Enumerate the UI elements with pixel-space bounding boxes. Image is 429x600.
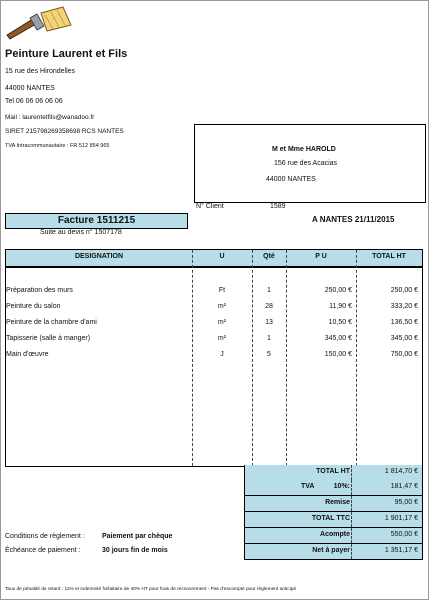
header-unit-price: P U [315, 253, 327, 260]
row-unit: Ft [218, 287, 226, 294]
tva-label: TVA 10%: [300, 483, 350, 490]
company-address: 15 rue des Hirondelles [5, 68, 76, 75]
row-quantity: 1 [267, 287, 271, 294]
row-total: 250,00 € [390, 287, 418, 294]
row-designation: Tapisserie (salle à manger) [6, 335, 91, 342]
row-total: 750,00 € [390, 351, 418, 358]
total-ht-value: 1 814,70 € [384, 468, 418, 475]
client-name: M et Mme HAROLD [272, 146, 336, 153]
total-ttc-value: 1 901,17 € [384, 515, 418, 522]
footer-legal-note: Taux de pénalité de retard : 11% et indemnité forfaitaire de 40% HT pour frais de recouvrement - Pas d'escompte pour règlement anticipé [5, 587, 297, 592]
row-quantity: 28 [265, 303, 273, 310]
net-a-payer-row [245, 544, 422, 560]
items-table [5, 249, 423, 467]
total-ttc-row [245, 512, 422, 528]
row-unit-price: 10,50 € [328, 319, 352, 326]
header-unit: U [219, 253, 225, 260]
column-divider [351, 544, 352, 559]
total-ht-label: TOTAL HT [316, 468, 350, 475]
totals-box [244, 465, 423, 560]
table-row [6, 301, 422, 313]
row-total: 136,50 € [390, 319, 418, 326]
row-unit: m² [217, 303, 227, 310]
acompte-value: 550,00 € [390, 531, 418, 538]
row-unit-price: 11,90 € [329, 303, 352, 310]
client-city: 44000 NANTES [266, 176, 316, 183]
net-a-payer-label: Net à payer [312, 547, 350, 554]
acompte-row [245, 528, 422, 544]
net-a-payer-value: 1 351,17 € [384, 547, 418, 554]
row-quantity: 1 [267, 335, 271, 342]
company-name: Peinture Laurent et Fils [5, 48, 128, 60]
header-designation: DESIGNATION [74, 253, 124, 260]
row-designation: Peinture du salon [6, 303, 61, 310]
row-total: 333,20 € [390, 303, 418, 310]
row-designation: Peinture de la chambre d'ami [6, 319, 97, 326]
company-tva: TVA Intracommunautaire : FR 512 854 965 [5, 143, 110, 149]
table-row [6, 285, 422, 297]
company-tel: Tel 06 06 06 06 06 [5, 98, 63, 105]
devis-reference: Suite au devis n° 1507178 [40, 229, 122, 236]
row-unit: m² [217, 319, 227, 326]
row-unit: m² [217, 335, 227, 342]
client-number-label: N° Client [196, 203, 224, 210]
column-divider [351, 496, 352, 511]
client-number: 1589 [270, 203, 286, 210]
remise-row [245, 496, 422, 512]
column-divider [351, 465, 352, 480]
company-city: 44000 NANTES [5, 85, 55, 92]
row-quantity: 5 [267, 351, 271, 358]
table-row [6, 317, 422, 329]
payment-due-value: 30 jours fin de mois [102, 547, 168, 554]
remise-value: 95,00 € [394, 499, 418, 506]
column-divider [351, 480, 352, 495]
total-ttc-label: TOTAL TTC [311, 515, 350, 522]
paintbrush-logo-icon [5, 5, 75, 45]
row-unit-price: 150,00 € [324, 351, 352, 358]
column-divider [351, 512, 352, 527]
row-quantity: 13 [265, 319, 273, 326]
row-designation: Préparation des murs [6, 287, 73, 294]
payment-conditions-label: Conditions de règlement : [5, 533, 85, 540]
row-unit-price: 250,00 € [324, 287, 352, 294]
remise-label: Remise [325, 499, 350, 506]
table-row [6, 349, 422, 361]
row-designation: Main d'œuvre [6, 351, 49, 358]
tva-row [245, 480, 422, 496]
payment-conditions-value: Paiement par chèque [102, 533, 173, 540]
table-row [6, 333, 422, 345]
column-divider [351, 528, 352, 543]
row-total: 345,00 € [390, 335, 418, 342]
acompte-label: Acompte [320, 531, 350, 538]
header-total-ht: TOTAL HT [372, 253, 406, 260]
company-siret: SIRET 215798269358698 RCS NANTES [5, 128, 124, 135]
place-date: A NANTES 21/11/2015 [312, 215, 395, 224]
row-unit: J [220, 351, 224, 358]
table-header [6, 250, 422, 268]
client-street: 156 rue des Acacias [274, 160, 338, 167]
payment-due-label: Échéance de paiement : [5, 547, 81, 554]
header-quantity: Qté [263, 253, 275, 260]
company-mail: Mail : laurentetfils@wanadoo.fr [5, 114, 95, 121]
row-unit-price: 345,00 € [324, 335, 352, 342]
tva-value: 181,47 € [390, 483, 418, 490]
total-ht-row [245, 465, 422, 481]
client-address-box [194, 124, 426, 203]
invoice-title: Facture 1511215 [5, 213, 188, 229]
